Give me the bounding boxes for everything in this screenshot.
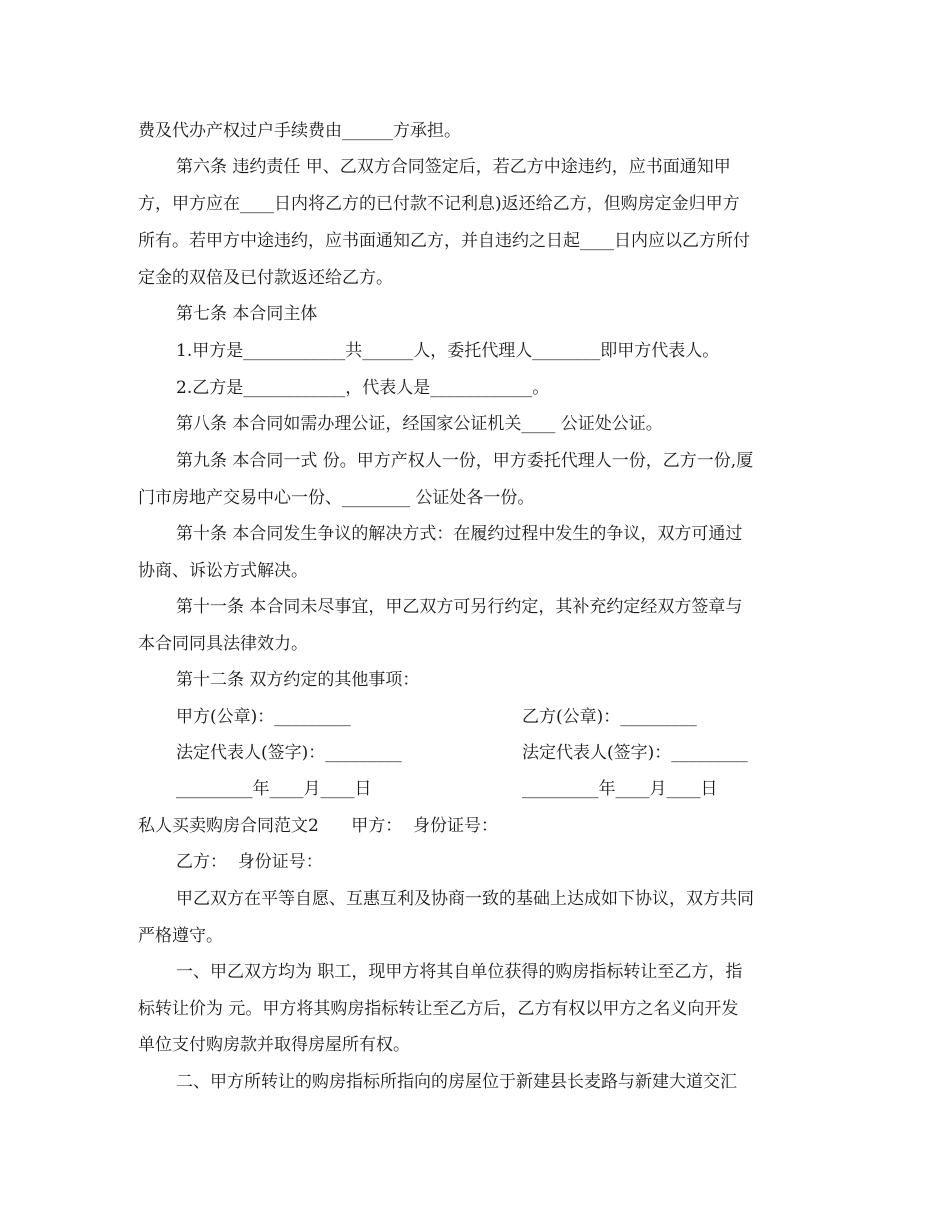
party-b-id-line: 乙方： 身份证号： <box>176 852 323 872</box>
paragraph-line: 费及代办产权过户手续费由______方承担。 <box>138 121 461 141</box>
article-7-heading: 第七条 本合同主体 <box>176 304 318 324</box>
paragraph-line: 标转让价为 元。甲方将其购房指标转让至乙方后，乙方有权以甲方之名义向开发 <box>138 999 739 1019</box>
agreement-intro: 甲乙双方在平等自愿、互惠互利及协商一致的基础上达成如下协议，双方共同 <box>176 889 754 909</box>
paragraph-line: 严格遵守。 <box>138 926 223 946</box>
party-b-date-field: _________年____月____日 <box>522 779 718 799</box>
article-10: 第十条 本合同发生争议的解决方式：在履约过程中发生的争议，双方可通过 <box>176 524 743 544</box>
paragraph-line: 协商、诉讼方式解决。 <box>138 561 308 581</box>
paragraph-line: 本合同同具法律效力。 <box>138 634 308 654</box>
paragraph-line: 所有。若甲方中途违约，应书面通知乙方，并自违约之日起____日内应以乙方所付 <box>138 231 750 251</box>
party-a-rep-field: 法定代表人(签字)：_________ <box>176 743 402 763</box>
party-a-date-field: _________年____月____日 <box>176 779 372 799</box>
article-8: 第八条 本合同如需办理公证，经国家公证机关____ 公证处公证。 <box>176 414 663 434</box>
article-9: 第九条 本合同一式 份。甲方产权人一份，甲方委托代理人一份，乙方一份,厦 <box>176 451 754 471</box>
party-b-rep-field: 法定代表人(签字)：_________ <box>522 743 748 763</box>
party-a-seal-field: 甲方(公章)：_________ <box>176 707 351 727</box>
article-6-heading: 第六条 违约责任 甲、乙双方合同签定后，若乙方中途违约，应书面通知甲 <box>176 157 731 177</box>
clause-1: 一、甲乙双方均为 职工，现甲方将其自单位获得的购房指标转让至乙方，指 <box>176 962 743 982</box>
clause-2: 二、甲方所转让的购房指标所指向的房屋位于新建县长麦路与新建大道交汇 <box>176 1072 737 1092</box>
party-b-seal-field: 乙方(公章)：_________ <box>522 707 697 727</box>
paragraph-line: 方，甲方应在____日内将乙方的已付款不记利息)返还给乙方，但购房定金归甲方 <box>138 194 740 214</box>
party-b-clause: 2.乙方是____________，代表人是____________。 <box>176 378 550 398</box>
paragraph-line: 单位支付购房款并取得房屋所有权。 <box>138 1035 410 1055</box>
paragraph-line: 定金的双倍及已付款返还给乙方。 <box>138 268 393 288</box>
section-title: 私人买卖购房合同范文2 甲方： 身份证号： <box>138 816 499 836</box>
party-a-clause: 1.甲方是____________共______人，委托代理人________即甲方代表人。 <box>176 341 720 361</box>
paragraph-line: 门市房地产交易中心一份、________ 公证处各一份。 <box>138 488 535 508</box>
article-11: 第十一条 本合同未尽事宜，甲乙双方可另行约定，其补充约定经双方签章与 <box>176 597 743 617</box>
article-12: 第十二条 双方约定的其他事项： <box>176 670 420 690</box>
